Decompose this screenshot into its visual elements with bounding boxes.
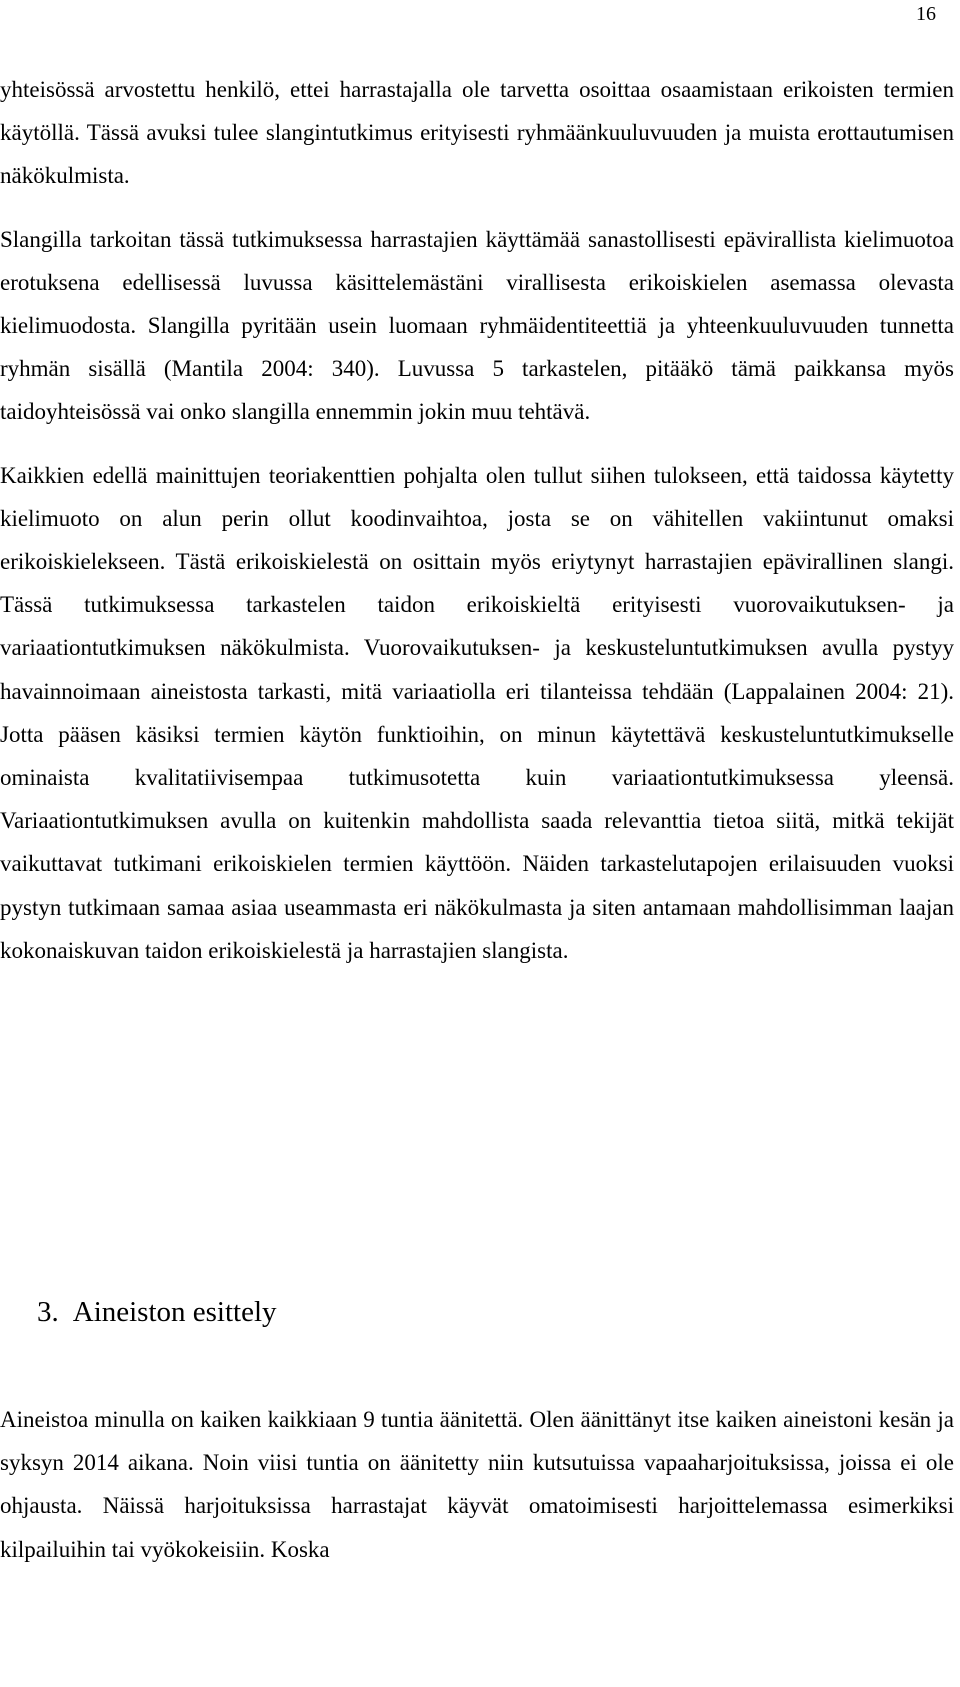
paragraph-1: yhteisössä arvostettu henkilö, ettei harrastajalla ole tarvetta osoittaa osaamistaan erikoisten termien käytöllä. Tässä avuksi tulee slangintutkimus erityisesti ryhmäänkuuluvuuden ja muista erottautumisen näkökulmista. — [0, 77, 954, 189]
page-number: 16 — [916, 3, 936, 25]
paragraph-2: Slangilla tarkoitan tässä tutkimuksessa harrastajien käyttämää sanastollisesti epävirallista kielimuotoa erotuksena edellisessä luvussa käsittelemästäni virallisesta erikoiskielen asemassa olevasta kielimuodosta. Slangilla pyritään usein luomaan ryhmäidentiteettiä ja yhteenkuuluvuuden tunnetta ryhmän sisällä (Mantila 2004: 340). Luvussa 5 tarkastelen, pitääkö tämä paikkansa myös taidoyhteisössä vai onko slangilla ennemmin jokin muu tehtävä. — [0, 226, 954, 425]
paragraph-4: Aineistoa minulla on kaiken kaikkiaan 9 tuntia äänitettä. Olen äänittänyt itse kaiken aineistoni kesän ja syksyn 2014 aikana. Noin viisi tuntia on äänitetty niin kutsutuissa vapaaharjoituksissa, joissa ei ole ohjausta. Näissä harjoituksissa harrastajat käyvät omatoimisesti harjoittelemassa esimerkiksi kilpailuihin tai vyökokeisiin. Koska — [0, 1407, 954, 1562]
section-title: Aineiston esittely — [72, 1296, 277, 1328]
paragraph-3: Kaikkien edellä mainittujen teoriakenttien pohjalta olen tullut siihen tulokseen, että taidossa käytetty kielimuoto on alun perin ollut koodinvaihtoa, josta se on vähitellen vakiintunut omaksi erikoiskielekseen. Tästä erikoiskielestä on osittain myös eriytynyt harrastajien epävirallinen slangi. Tässä tutkimuksessa tarkastelen taidon erikoiskieltä erityisesti vuorovaikutuksen- ja variaationtutkimuksen näkökulmista. Vuorovaikutuksen- ja keskusteluntutkimuksen avulla pystyy havainnoimaan aineistosta tarkasti, mitä variaatiolla eri tilanteissa tehdään (Lappalainen 2004: 21). Jotta pääsen käsiksi termien käytön funktioihin, on minun käytettävä keskusteluntutkimukselle ominaista kvalitatiivisempaa tutkimusotetta kuin variaationtutkimuksessa yleensä. Variaationtutkimuksen avulla on kuitenkin mahdollista saada relevanttia tietoa siitä, mitkä tekijät vaikuttavat tutkimani erikoiskielen termien käyttöön. Näiden tarkastelutapojen erilaisuuden vuoksi pystyn tutkimaan samaa asiaa useammasta eri näkökulmasta ja siten antamaan mahdollisimman laajan kokonaiskuvan taidon erikoiskielestä ja harrastajien slangista. — [0, 462, 954, 963]
section-heading — [37, 1296, 277, 1328]
body-text — [0, 68, 954, 972]
section-number: 3. — [37, 1296, 59, 1328]
